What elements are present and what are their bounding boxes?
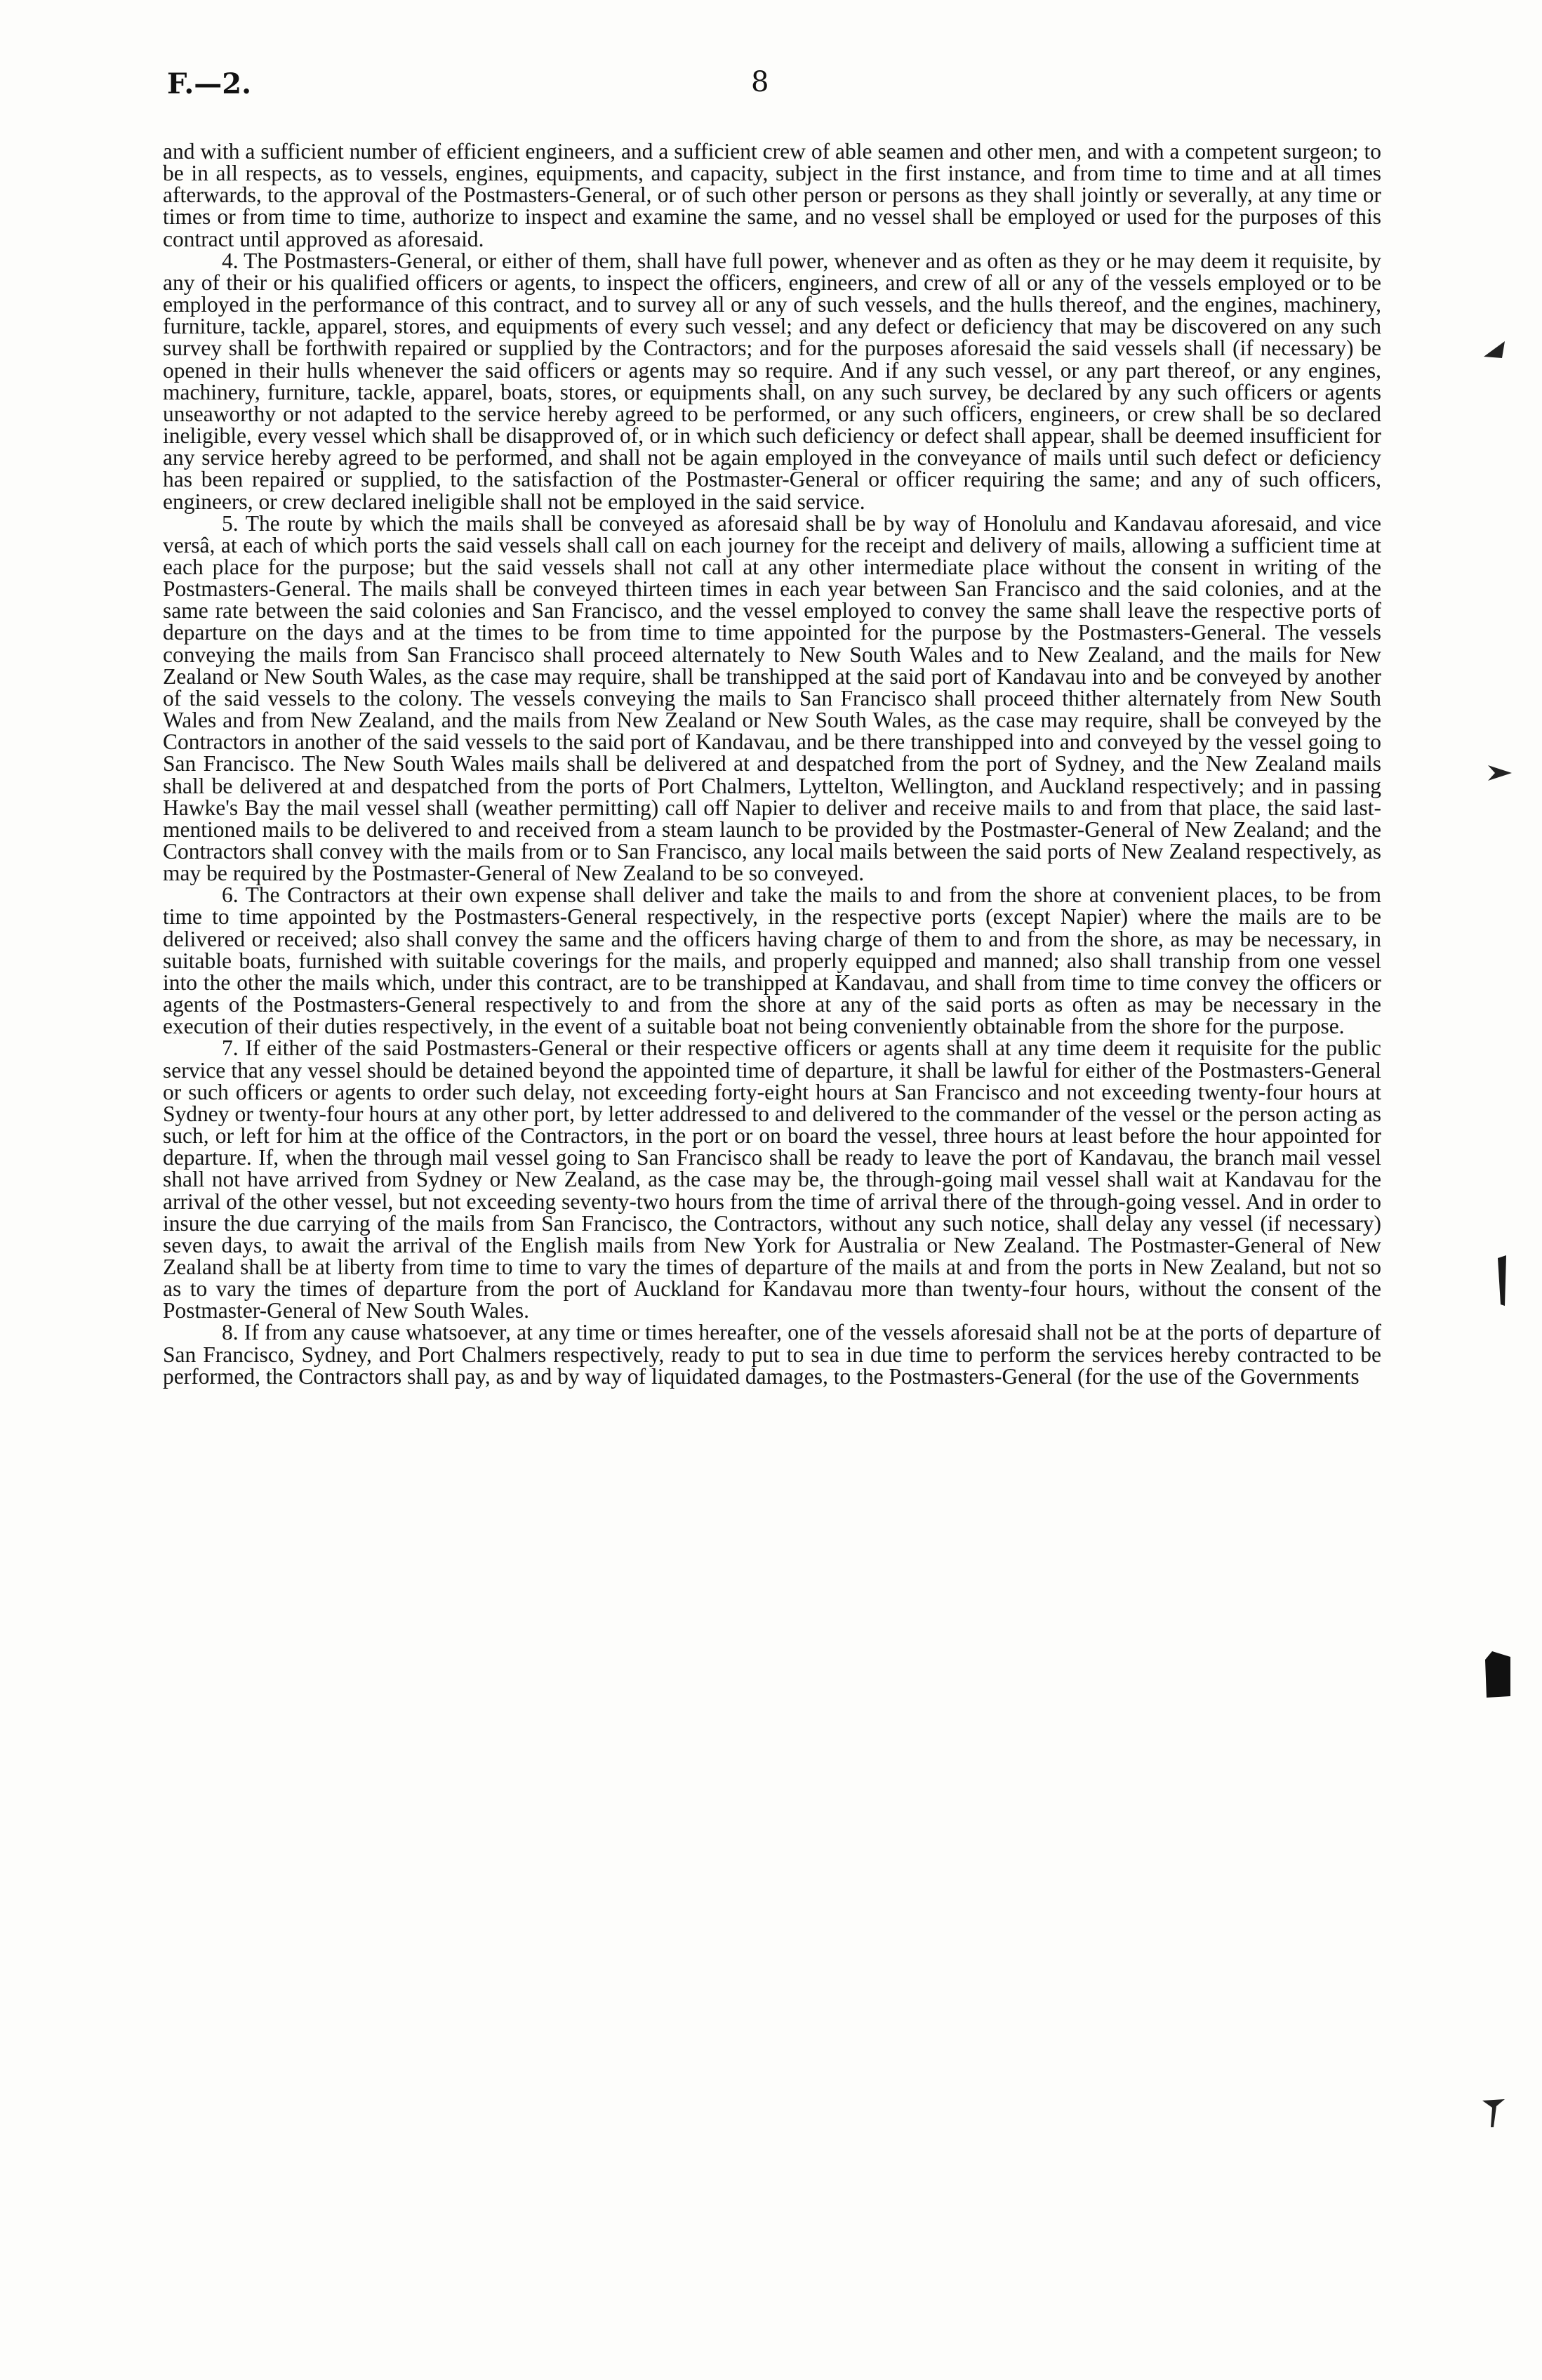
margin-block-mark-icon — [1482, 1650, 1513, 1699]
margin-arrow-mark-icon — [1487, 762, 1515, 784]
paragraph-continuation: and with a sufficient number of efficient engineers, and a sufficient crew of able seamen and other men, and with a competent surgeon; to be in all respects, as to vessels, engines, equipments, and capacity, subject in the first instance, and from time to time and at all times afterwards, to the approval of the Postmasters-General, or of such other person or persons as they shall jointly or severally, at any time or times or from time to time, authorize to inspect and examine the same, and no vessel shall be employed or used for the purposes of this contract until approved as aforesaid. — [163, 139, 1381, 251]
body-text — [163, 140, 1381, 1387]
margin-bar-mark-icon — [1496, 1255, 1508, 1306]
paragraph-clause-5: 5. The route by which the mails shall be conveyed as aforesaid shall be by way of Honolulu and Kandavau aforesaid, and vice versâ, at each of which ports the said vessels shall call on each journey for the receipt and delivery of mails, allowing a sufficient time at each place for the purpose; but the said vessels shall not call at any other intermediate place without the consent in writing of the Postmasters-General. The mails shall be conveyed thirteen times in each year between San Francisco and the said colonies, and at the same rate between the said colonies and San Francisco, and the vessel employed to convey the same shall leave the respective ports of departure on the days and at the times to be from time to time appointed for the purpose by the Postmasters-General. The vessels conveying the mails from San Francisco shall proceed alternately to New South Wales and to New Zealand, and the mails for New Zealand or New South Wales, as the case may require, shall be transhipped at the said port of Kandavau into and be conveyed by another of the said vessels to the colony. The vessels conveying the mails to San Francisco shall proceed thither alternately from New South Wales and from New Zealand, and the mails from New Zealand or New South Wales, as the case may require, shall be conveyed by the Contractors in another of the said vessels to the said port of Kandavau, and be there transhipped into and conveyed by the vessel going to San Francisco. The New South Wales mails shall be delivered at and despatched from the port of Sydney, and the New Zealand mails shall be delivered at and despatched from the ports of Port Chalmers, Lyttelton, Wellington, and Auckland respectively; and in passing Hawke's Bay the mail vessel shall (weather permitting) call off Napier to deliver and receive mails to and from that place, the said last-mentioned mails to be delivered to and received from a steam launch to be provided by the Postmaster-General of New Zealand; and the Contractors shall convey with the mails from or to San Francisco, any local mails between the said ports of New Zealand respectively, as may be required by the Postmaster-General of New Zealand to be so conveyed. — [163, 510, 1381, 886]
page-header — [0, 0, 1542, 98]
paragraph-clause-6: 6. The Contractors at their own expense shall deliver and take the mails to and from the shore at convenient places, to be from time to time appointed by the Postmasters-General respectively, in the respective ports (except Napier) where the mails are to be delivered or received; also shall convey the same and the officers having charge of them to and from the shore, as may be necessary, in suitable boats, furnished with suitable coverings for the mails, and properly equipped and manned; also shall tranship from one vessel into the other the mails which, under this contract, are to be transhipped at Kandavau, and shall from time to time convey the officers or agents of the Postmasters-General respectively to and from the shore at any of the said ports as often as may be necessary in the execution of their duties respectively, in the event of a suitable boat not being conveniently obtainable from the shore for the purpose. — [163, 882, 1381, 1039]
margin-hook-mark-icon — [1480, 2096, 1508, 2130]
paragraph-clause-8: 8. If from any cause whatsoever, at any time or times hereafter, one of the vessels aforesaid shall not be at the ports of departure of San Francisco, Sydney, and Port Chalmers respectively, ready to put to sea in due time to perform the services hereby contracted to be performed, the Contractors shall pay, as and by way of liquidated damages, to the Postmasters-General (for the use of the Governments — [163, 1320, 1381, 1389]
page-number: 8 — [751, 66, 769, 98]
paragraph-clause-4: 4. The Postmasters-General, or either of them, shall have full power, whenever and as often as they or he may deem it requisite, by any of their or his qualified officers or agents, to inspect the officers, engineers, and crew of all or any of the vessels employed or to be employed in the performance of this contract, and to survey all or any of such vessels, and the hulls thereof, and the engines, machinery, furniture, tackle, apparel, stores, and equipments of every such vessel; and any defect or deficiency that may be discovered on any such survey shall be forthwith repaired or supplied by the Contractors; and for the purposes aforesaid the said vessels shall (if necessary) be opened in their hulls whenever the said officers or agents may so require. And if any such vessel, or any part thereof, or any engines, machinery, furniture, tackle, apparel, boats, stores, or equipments shall, on any such survey, be declared by any such officers or agents unseaworthy or not adapted to the service hereby agreed to be performed, or any such officers, engineers, or crew shall be so declared ineligible, every vessel which shall be disapproved of, or in which such deficiency or defect shall appear, shall be deemed insufficient for any service hereby agreed to be performed, and shall not be again employed in the conveyance of mails until such defect or deficiency has been repaired or supplied, to the satisfaction of the Postmaster-General or officer requiring the same; and any of such officers, engineers, or crew declared ineligible shall not be employed in the said service. — [163, 248, 1381, 514]
document-reference: F.—2. — [167, 67, 252, 100]
paragraph-clause-7: 7. If either of the said Postmasters-General or their respective officers or agents shall at any time deem it requisite for the public service that any vessel should be detained beyond the appointed time of departure, it shall be lawful for either of the Postmasters-General or such officers or agents to order such delay, not exceeding forty-eight hours at San Francisco and not exceeding twenty-four hours at Sydney or twenty-four hours at any other port, by letter addressed to and delivered to the commander of the vessel or the person acting as such, or left for him at the office of the Contractors, in the port or on board the vessel, three hours at least before the hour appointed for departure. If, when the through mail vessel going to San Francisco shall be ready to leave the port of Kandavau, the branch mail vessel shall not have arrived from Sydney or New Zealand, as the case may be, the through-going mail vessel shall wait at Kandavau for the arrival of the other vessel, but not exceeding seventy-two hours from the time of arrival there of the through-going vessel. And in order to insure the due carrying of the mails from San Francisco, the Contractors, without any such notice, shall delay any vessel (if necessary) seven days, to await the arrival of the English mails from New York for Australia or New Zealand. The Postmaster-General of New Zealand shall be at liberty from time to time to vary the times of departure of the mails at and from the ports in New Zealand, but not so as to vary the times of departure from the port of Auckland for Kandavau more than twenty-four hours, without the consent of the Postmaster-General of New South Wales. — [163, 1036, 1381, 1323]
margin-tick-mark-icon — [1481, 336, 1509, 364]
